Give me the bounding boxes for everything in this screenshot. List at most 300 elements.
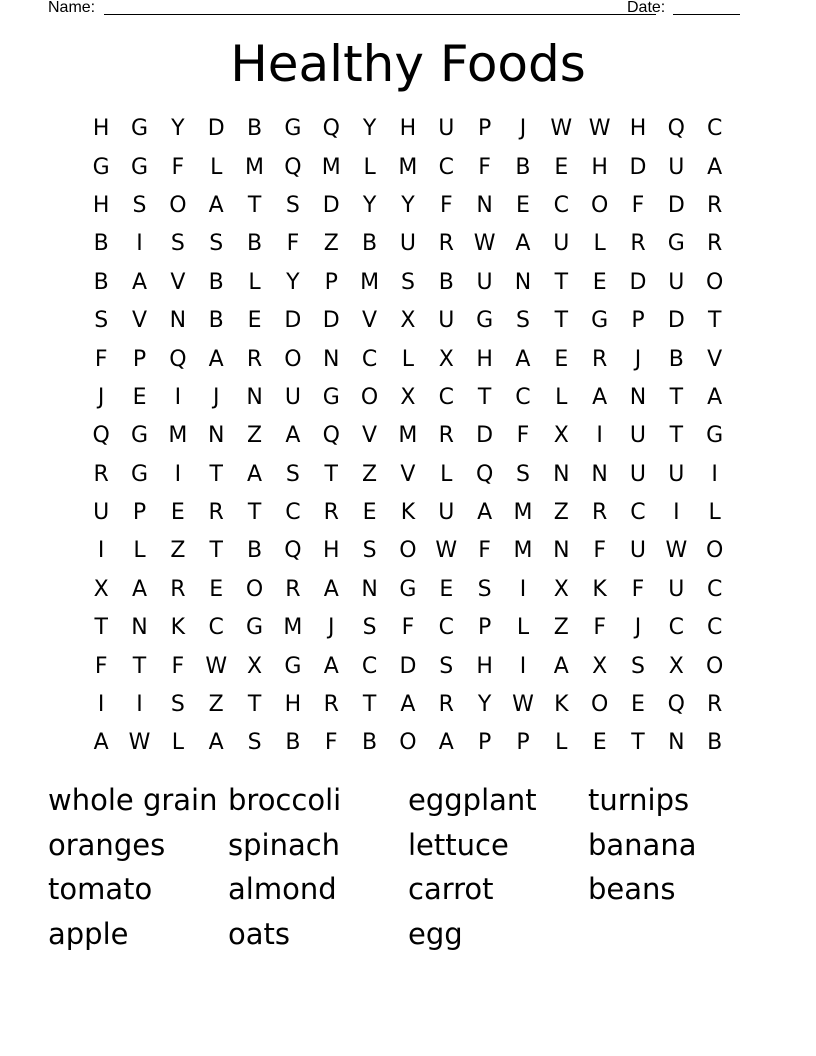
grid-letter: T: [669, 423, 684, 449]
grid-letter: A: [400, 692, 416, 718]
grid-letter: E: [631, 692, 645, 718]
grid-letter: X: [553, 576, 569, 602]
grid-row: [82, 532, 734, 570]
grid-letter: C: [706, 116, 723, 142]
grid-letter: I: [711, 461, 718, 487]
grid-letter: A: [93, 730, 109, 756]
grid-row: [82, 225, 734, 263]
grid-letter: E: [247, 308, 262, 334]
grid-letter: B: [668, 346, 684, 372]
grid-letter: F: [593, 538, 606, 564]
grid-letter: B: [208, 308, 224, 334]
grid-letter: U: [629, 423, 647, 449]
grid-letter: U: [629, 461, 647, 487]
grid-letter: S: [247, 730, 262, 756]
grid-letter: F: [593, 615, 606, 641]
grid-letter: O: [399, 538, 417, 564]
grid-letter: M: [513, 500, 533, 526]
grid-letter: R: [170, 576, 186, 602]
grid-letter: S: [285, 192, 300, 218]
grid-letter: G: [130, 154, 149, 180]
grid-letter: A: [707, 154, 723, 180]
grid-letter: H: [629, 116, 647, 142]
grid-letter: B: [93, 269, 109, 295]
grid-letter: P: [631, 308, 645, 334]
grid-letter: U: [284, 384, 301, 410]
grid-letter: L: [210, 154, 223, 180]
grid-letter: C: [553, 192, 569, 218]
grid-letter: A: [515, 231, 531, 257]
word-list-item: whole grain: [48, 783, 218, 817]
grid-letter: Z: [208, 692, 224, 718]
grid-letter: O: [590, 692, 609, 718]
grid-letter: T: [209, 538, 223, 564]
grid-letter: N: [476, 192, 493, 218]
grid-letter: E: [554, 154, 569, 180]
grid-letter: U: [668, 461, 685, 487]
grid-letter: S: [132, 192, 147, 218]
grid-letter: S: [362, 538, 377, 564]
grid-letter: T: [554, 308, 569, 334]
grid-letter: V: [170, 269, 186, 295]
grid-letter: R: [208, 500, 224, 526]
word-list-item: lettuce: [408, 827, 509, 862]
grid-letter: J: [327, 615, 335, 641]
grid-letter: P: [132, 346, 147, 372]
grid-letter: Y: [477, 692, 492, 718]
grid-letter: U: [438, 308, 455, 334]
grid-letter: X: [553, 423, 569, 449]
grid-letter: G: [130, 423, 149, 449]
grid-letter: W: [588, 116, 611, 142]
grid-letter: I: [97, 538, 105, 564]
grid-letter: Q: [322, 116, 340, 142]
word-list-item: eggplant: [408, 783, 537, 817]
grid-letter: B: [515, 154, 531, 180]
grid-letter: R: [438, 692, 454, 718]
grid-letter: T: [669, 384, 684, 410]
grid-letter: S: [94, 308, 109, 334]
grid-letter: B: [93, 231, 109, 257]
grid-letter: S: [400, 269, 415, 295]
grid-letter: X: [668, 653, 684, 679]
grid-letter: E: [592, 269, 607, 295]
grid-letter: W: [473, 231, 496, 257]
grid-letter: Y: [286, 269, 300, 295]
grid-letter: V: [362, 423, 378, 449]
grid-letter: F: [171, 653, 185, 679]
grid-letter: R: [93, 461, 109, 487]
grid-letter: K: [592, 576, 607, 602]
grid-row: [82, 340, 734, 378]
grid-letter: U: [668, 269, 685, 295]
grid-letter: W: [128, 730, 151, 756]
grid-letter: A: [285, 423, 301, 449]
grid-letter: N: [591, 461, 608, 487]
grid-letter: Y: [171, 116, 185, 142]
grid-letter: X: [400, 308, 416, 334]
word-list-item: egg: [408, 917, 463, 952]
grid-letter: F: [631, 576, 645, 602]
grid-letter: Y: [362, 116, 377, 142]
grid-letter: U: [629, 538, 647, 564]
word-list-item: oranges: [48, 827, 166, 862]
word-list-item: turnips: [588, 783, 690, 817]
grid-letter: R: [591, 346, 608, 372]
grid-letter: A: [438, 730, 454, 756]
grid-letter: T: [324, 461, 338, 487]
grid-letter: M: [168, 423, 188, 449]
grid-letter: C: [706, 615, 723, 641]
grid-letter: O: [706, 538, 724, 564]
grid-row: [82, 379, 734, 417]
word-list-item: beans: [588, 872, 676, 907]
grid-letter: A: [707, 384, 723, 410]
grid-letter: R: [630, 231, 646, 257]
grid-letter: D: [667, 308, 685, 334]
word-list: [48, 778, 768, 957]
grid-row: [82, 264, 734, 302]
grid-letter: Q: [322, 423, 340, 449]
grid-letter: C: [361, 653, 378, 679]
grid-letter: S: [477, 576, 492, 602]
grid-letter: H: [399, 116, 417, 142]
grid-letter: U: [438, 116, 455, 142]
grid-letter: O: [169, 192, 187, 218]
grid-letter: U: [476, 269, 493, 295]
grid-letter: B: [208, 269, 224, 295]
grid-letter: U: [438, 500, 455, 526]
grid-letter: C: [361, 346, 378, 372]
page-title: Healthy Foods: [230, 35, 586, 93]
grid-letter: M: [398, 423, 418, 449]
name-line: [104, 0, 656, 15]
grid-letter: W: [435, 538, 458, 564]
grid-letter: H: [92, 192, 110, 218]
grid-row: [82, 494, 734, 532]
word-list-item: broccoli: [228, 783, 342, 817]
grid-letter: T: [247, 192, 262, 218]
grid-letter: P: [516, 730, 530, 756]
grid-letter: B: [285, 730, 301, 756]
grid-letter: D: [322, 308, 340, 334]
grid-letter: A: [515, 346, 531, 372]
grid-letter: J: [212, 384, 220, 410]
grid-letter: L: [171, 730, 184, 756]
grid-letter: Q: [284, 154, 302, 180]
grid-letter: S: [515, 461, 530, 487]
grid-letter: R: [285, 576, 301, 602]
grid-letter: J: [519, 116, 527, 142]
grid-letter: I: [136, 231, 143, 257]
grid-letter: E: [439, 576, 454, 602]
grid-letter: O: [706, 269, 724, 295]
grid-letter: N: [668, 730, 685, 756]
grid-letter: Q: [667, 692, 685, 718]
grid-letter: Q: [169, 346, 187, 372]
grid-letter: A: [131, 576, 148, 602]
grid-letter: L: [363, 154, 376, 180]
grid-letter: T: [707, 308, 722, 334]
grid-letter: T: [554, 269, 569, 295]
grid-row: [82, 456, 734, 494]
grid-letter: F: [439, 192, 453, 218]
grid-letter: R: [246, 346, 263, 372]
grid-letter: S: [362, 615, 377, 641]
grid-letter: X: [438, 346, 454, 372]
grid-letter: G: [130, 116, 149, 142]
grid-letter: N: [246, 384, 263, 410]
grid-letter: N: [323, 346, 340, 372]
grid-letter: Z: [553, 615, 569, 641]
grid-letter: E: [592, 730, 607, 756]
name-label: Name:: [48, 0, 96, 16]
grid-letter: N: [361, 576, 378, 602]
grid-letter: C: [668, 615, 685, 641]
grid-letter: G: [284, 116, 302, 142]
grid-letter: V: [400, 461, 416, 487]
grid-letter: Q: [92, 423, 110, 449]
grid-letter: I: [519, 653, 527, 679]
grid-letter: U: [668, 576, 685, 602]
grid-letter: B: [362, 231, 378, 257]
grid-letter: R: [591, 500, 608, 526]
grid-letter: X: [400, 384, 416, 410]
grid-letter: H: [591, 154, 608, 180]
grid-row: [82, 647, 734, 685]
grid-letter: Z: [323, 231, 339, 257]
grid-letter: A: [208, 192, 224, 218]
grid-letter: P: [477, 615, 492, 641]
grid-letter: B: [707, 730, 723, 756]
grid-letter: D: [284, 308, 302, 334]
grid-letter: B: [247, 231, 263, 257]
grid-letter: S: [515, 308, 530, 334]
grid-letter: I: [174, 384, 182, 410]
grid-letter: Q: [284, 538, 302, 564]
grid-letter: M: [360, 269, 380, 295]
grid-letter: E: [170, 500, 185, 526]
grid-letter: S: [170, 692, 185, 718]
grid-letter: L: [248, 269, 261, 295]
grid-letter: W: [550, 116, 573, 142]
grid-letter: N: [514, 269, 532, 295]
grid-letter: O: [590, 192, 609, 218]
grid-letter: V: [707, 346, 723, 372]
grid-letter: Z: [170, 538, 186, 564]
grid-letter: G: [92, 154, 110, 180]
grid-letter: Y: [401, 192, 415, 218]
word-list-item: almond: [228, 872, 337, 907]
grid-letter: F: [478, 154, 491, 180]
grid-letter: T: [477, 384, 492, 410]
grid-letter: X: [247, 653, 263, 679]
grid-letter: A: [323, 653, 339, 679]
grid-letter: F: [94, 346, 108, 372]
grid-letter: W: [205, 653, 228, 679]
grid-letter: G: [284, 653, 302, 679]
grid-letter: J: [97, 384, 105, 410]
grid-letter: L: [133, 538, 146, 564]
grid-letter: R: [438, 231, 454, 257]
grid-letter: I: [519, 576, 527, 602]
grid-letter: A: [477, 500, 493, 526]
grid-letter: C: [706, 576, 723, 602]
grid-letter: B: [247, 538, 263, 564]
grid-letter: H: [322, 538, 340, 564]
grid-letter: L: [555, 384, 568, 410]
grid-letter: E: [554, 346, 569, 372]
grid-row: [82, 302, 734, 340]
grid-row: [82, 110, 734, 148]
grid-letter: L: [708, 500, 721, 526]
grid-letter: A: [208, 346, 224, 372]
grid-letter: N: [553, 538, 570, 564]
grid-letter: K: [554, 692, 569, 718]
grid-letter: L: [555, 730, 568, 756]
grid-letter: T: [247, 692, 262, 718]
grid-letter: Q: [667, 116, 685, 142]
grid-letter: F: [94, 653, 108, 679]
grid-letter: X: [93, 576, 109, 602]
grid-row: [82, 609, 734, 647]
grid-letter: I: [673, 500, 680, 526]
grid-letter: O: [399, 730, 417, 756]
grid-letter: T: [209, 461, 223, 487]
grid-letter: T: [247, 500, 262, 526]
grid-letter: S: [170, 231, 185, 257]
grid-letter: N: [169, 308, 187, 334]
grid-letter: F: [631, 192, 645, 218]
grid-letter: F: [478, 538, 491, 564]
grid-letter: C: [438, 384, 454, 410]
grid-letter: U: [553, 231, 570, 257]
grid-letter: G: [667, 231, 685, 257]
grid-letter: H: [476, 653, 493, 679]
grid-letter: R: [323, 692, 339, 718]
grid-letter: C: [438, 615, 454, 641]
grid-letter: C: [285, 500, 301, 526]
grid-letter: Z: [553, 500, 569, 526]
grid-letter: G: [322, 384, 340, 410]
grid-letter: S: [285, 461, 300, 487]
grid-letter: T: [94, 615, 108, 641]
grid-row: [82, 187, 734, 225]
grid-letter: U: [399, 231, 416, 257]
grid-letter: M: [398, 154, 418, 180]
grid-letter: J: [634, 615, 642, 641]
word-list-item: oats: [228, 917, 290, 952]
grid-letter: F: [401, 615, 415, 641]
grid-letter: D: [667, 192, 685, 218]
grid-letter: N: [553, 461, 570, 487]
grid-letter: I: [136, 692, 143, 718]
grid-letter: D: [322, 192, 340, 218]
date-line: [673, 0, 740, 15]
grid-letter: S: [439, 653, 454, 679]
grid-letter: G: [476, 308, 494, 334]
grid-letter: B: [362, 730, 378, 756]
grid-letter: G: [591, 308, 609, 334]
grid-letter: I: [97, 692, 105, 718]
grid-letter: P: [477, 116, 492, 142]
grid-letter: E: [362, 500, 377, 526]
grid-letter: R: [707, 192, 723, 218]
grid-letter: K: [400, 500, 416, 526]
grid-letter: A: [592, 384, 608, 410]
grid-letter: L: [516, 615, 530, 641]
grid-letter: D: [629, 269, 647, 295]
word-list-item: spinach: [228, 827, 341, 862]
grid-letter: R: [323, 500, 339, 526]
grid-letter: R: [707, 692, 723, 718]
grid-row: [82, 417, 734, 455]
grid-letter: E: [132, 384, 147, 410]
grid-letter: G: [706, 423, 724, 449]
word-list-item: tomato: [48, 872, 153, 907]
grid-letter: P: [324, 269, 338, 295]
grid-letter: I: [596, 423, 603, 449]
grid-letter: C: [208, 615, 224, 641]
grid-letter: Y: [362, 192, 377, 218]
grid-letter: R: [707, 231, 723, 257]
grid-letter: J: [634, 346, 642, 372]
grid-letter: G: [246, 615, 264, 641]
header: [48, 0, 748, 20]
grid-letter: O: [245, 576, 264, 602]
grid-letter: F: [324, 730, 338, 756]
grid-letter: S: [209, 231, 224, 257]
grid-letter: M: [321, 154, 341, 180]
grid-letter: O: [360, 384, 379, 410]
grid-letter: S: [631, 653, 645, 679]
grid-letter: A: [208, 730, 224, 756]
grid-letter: P: [132, 500, 147, 526]
grid-letter: C: [630, 500, 646, 526]
word-list-item: apple: [48, 917, 129, 952]
grid-letter: T: [362, 692, 377, 718]
grid-row: [82, 148, 734, 186]
letter-grid: [82, 110, 734, 763]
grid-letter: M: [513, 538, 533, 564]
grid-letter: T: [631, 730, 645, 756]
grid-letter: A: [553, 653, 569, 679]
grid-letter: F: [286, 231, 300, 257]
grid-letter: G: [399, 576, 417, 602]
grid-letter: W: [512, 692, 534, 718]
grid-letter: B: [247, 116, 263, 142]
grid-letter: N: [207, 423, 225, 449]
grid-letter: M: [245, 154, 265, 180]
grid-row: [82, 686, 734, 724]
grid-letter: N: [131, 615, 148, 641]
word-list-item: banana: [588, 827, 697, 862]
grid-letter: C: [438, 154, 454, 180]
grid-letter: U: [93, 500, 110, 526]
grid-letter: A: [247, 461, 263, 487]
grid-letter: T: [132, 653, 147, 679]
grid-row: [82, 724, 734, 762]
grid-letter: E: [209, 576, 224, 602]
grid-letter: O: [706, 653, 724, 679]
word-list-item: carrot: [408, 872, 494, 907]
grid-letter: Z: [362, 461, 378, 487]
grid-letter: F: [516, 423, 530, 449]
grid-letter: D: [207, 116, 225, 142]
grid-letter: D: [476, 423, 494, 449]
grid-letter: V: [131, 308, 148, 334]
grid-letter: U: [668, 154, 685, 180]
